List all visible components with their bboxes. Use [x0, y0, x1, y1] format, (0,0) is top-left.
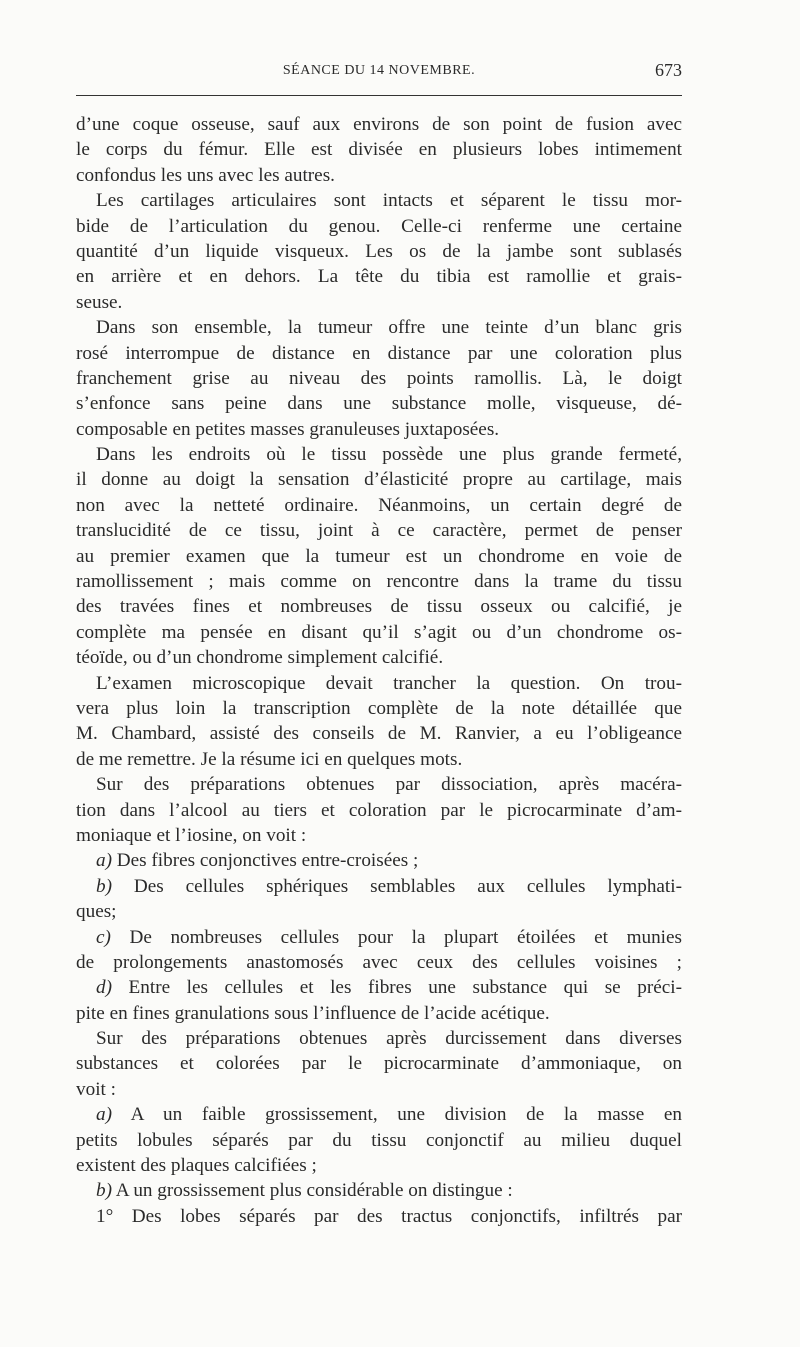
- line-text: rosé interrompue de distance en distance par une coloration plus: [76, 342, 682, 364]
- line-text: de prolongements anastomosés avec ceux des cellules voisines ;: [76, 951, 682, 973]
- line-text: Sur des préparations obtenues après durcissement dans diverses: [96, 1028, 682, 1050]
- text-line: [76, 366, 682, 391]
- line-text: L’examen microscopique devait trancher la question. On trou-: [96, 672, 682, 694]
- line-text: voit :: [76, 1078, 116, 1100]
- line-text: Les cartilages articulaires sont intacts et séparent le tissu mor-: [96, 190, 682, 212]
- line-text: Dans son ensemble, la tumeur offre une teinte d’un blanc gris: [96, 317, 682, 339]
- text-line: [76, 467, 682, 492]
- text-line: [76, 1128, 682, 1153]
- text-line: [76, 442, 682, 467]
- text-line: [76, 518, 682, 543]
- line-text: le corps du fémur. Elle est divisée en plusieurs lobes intimement: [76, 139, 682, 161]
- text-line: [76, 671, 682, 696]
- line-text: au premier examen que la tumeur est un chondrome en voie de: [76, 545, 682, 567]
- text-line: [76, 544, 682, 569]
- line-text: s’enfonce sans peine dans une substance molle, visqueuse, dé-: [76, 393, 682, 415]
- line-text: Dans les endroits où le tissu possède une plus grande fermeté,: [96, 444, 682, 466]
- line-text: ramollissement ; mais comme on rencontre dans la trame du tissu: [76, 571, 682, 593]
- line-text: tion dans l’alcool au tiers et coloration par le picrocarminate d’am-: [76, 799, 682, 821]
- text-line: [76, 417, 682, 442]
- line-text: De nombreuses cellules pour la plupart étoilées et munies: [110, 926, 682, 948]
- line-text: A un faible grossissement, une division de la masse en: [111, 1104, 682, 1126]
- line-text: téoïde, ou d’un chondrome simplement calcifié.: [76, 647, 444, 669]
- enumeration-label: a): [96, 1104, 112, 1126]
- line-text: Des cellules sphériques semblables aux cellules lymphati-: [111, 875, 682, 897]
- line-text: pite en fines granulations sous l’influence de l’acide acétique.: [76, 1002, 550, 1024]
- text-line: [76, 1178, 682, 1203]
- line-text: 1° Des lobes séparés par des tractus conjonctifs, infiltrés par: [96, 1205, 682, 1227]
- text-line: [76, 493, 682, 518]
- text-line: [76, 823, 682, 848]
- text-line: [76, 264, 682, 289]
- text-line: [76, 391, 682, 416]
- text-line: [76, 798, 682, 823]
- line-text: non avec la netteté ordinaire. Néanmoins, un certain degré de: [76, 494, 682, 516]
- line-text: M. Chambard, assisté des conseils de M. Ranvier, a eu l’obligeance: [76, 723, 682, 745]
- text-line: [76, 315, 682, 340]
- line-text: quantité d’un liquide visqueux. Les os de la jambe sont sublasés: [76, 240, 682, 262]
- text-line: [76, 1153, 682, 1178]
- line-text: Sur des préparations obtenues par dissociation, après macéra-: [96, 774, 682, 796]
- text-line: [76, 290, 682, 315]
- text-line: [76, 721, 682, 746]
- line-text: seuse.: [76, 291, 123, 313]
- line-text: franchement grise au niveau des points ramollis. Là, le doigt: [76, 367, 682, 389]
- line-text: ques;: [76, 901, 117, 923]
- running-title: SÉANCE DU 14 NOVEMBRE.: [282, 63, 476, 78]
- text-line: [76, 594, 682, 619]
- line-text: composable en petites masses granuleuses juxtaposées.: [76, 418, 500, 440]
- line-text: de me remettre. Je la résume ici en quelques mots.: [76, 748, 463, 770]
- text-line: [76, 163, 682, 188]
- text-line: [76, 848, 682, 873]
- line-text: complète ma pensée en disant qu’il s’agit ou d’un chondrome os-: [76, 621, 682, 643]
- text-line: [76, 112, 682, 137]
- header-rule: [76, 95, 682, 96]
- line-text: vera plus loin la transcription complète de la note détaillée que: [76, 697, 682, 719]
- line-text: Des fibres conjonctives entre-croisées ;: [111, 850, 419, 872]
- line-text: translucidité de ce tissu, joint à ce caractère, permet de penser: [76, 520, 682, 542]
- line-text: moniaque et l’iosine, on voit :: [76, 824, 307, 846]
- line-text: en arrière et en dehors. La tête du tibia est ramollie et grais-: [76, 266, 682, 288]
- line-text: existent des plaques calcifiées ;: [76, 1155, 317, 1177]
- line-text: Entre les cellules et les fibres une substance qui se préci-: [111, 977, 682, 999]
- text-line: [76, 925, 682, 950]
- body-text: [76, 112, 682, 1229]
- text-line: [76, 772, 682, 797]
- text-line: [76, 1001, 682, 1026]
- text-line: [76, 341, 682, 366]
- text-line: [76, 950, 682, 975]
- text-line: [76, 747, 682, 772]
- line-text: confondus les uns avec les autres.: [76, 164, 335, 186]
- text-line: [76, 1204, 682, 1229]
- text-line: [76, 1077, 682, 1102]
- line-text: des travées fines et nombreuses de tissu osseux ou calcifié, je: [76, 596, 682, 618]
- text-line: [76, 1051, 682, 1076]
- text-line: [76, 645, 682, 670]
- enumeration-label: d): [96, 977, 112, 999]
- text-line: [76, 214, 682, 239]
- line-text: A un grossissement plus considérable on distingue :: [111, 1180, 513, 1202]
- text-line: [76, 188, 682, 213]
- page-number: 673: [655, 60, 682, 80]
- enumeration-label: b): [96, 1180, 112, 1202]
- text-line: [76, 975, 682, 1000]
- line-text: substances et colorées par le picrocarminate d’ammoniaque, on: [76, 1053, 682, 1075]
- enumeration-label: b): [96, 875, 112, 897]
- enumeration-label: a): [96, 850, 112, 872]
- text-line: [76, 1102, 682, 1127]
- text-line: [76, 137, 682, 162]
- line-text: d’une coque osseuse, sauf aux environs de son point de fusion avec: [76, 114, 682, 135]
- text-line: [76, 899, 682, 924]
- line-text: bide de l’articulation du genou. Celle-ci renferme une certaine: [76, 215, 682, 237]
- text-line: [76, 620, 682, 645]
- enumeration-label: c): [96, 926, 111, 948]
- text-line: [76, 239, 682, 264]
- text-line: [76, 569, 682, 594]
- line-text: il donne au doigt la sensation d’élasticité propre au cartilage, mais: [76, 469, 682, 491]
- text-line: [76, 696, 682, 721]
- text-line: [76, 874, 682, 899]
- text-line: [76, 1026, 682, 1051]
- running-header: [76, 60, 682, 82]
- line-text: petits lobules séparés par du tissu conjonctif au milieu duquel: [76, 1129, 682, 1151]
